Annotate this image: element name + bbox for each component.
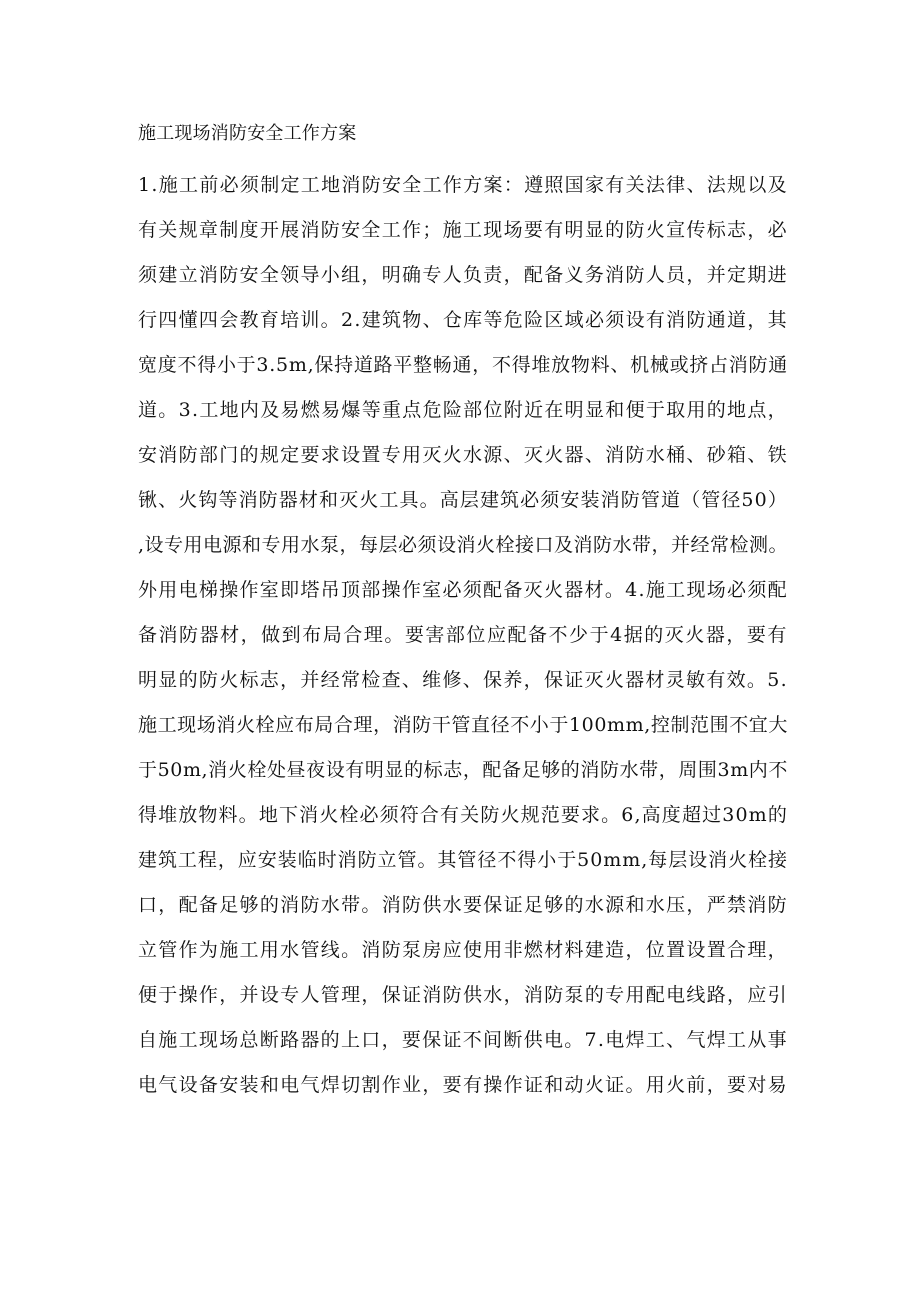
body-line: 建筑工程，应安装临时消防立管。其管径不得小于50mm,每层设消火栓接 <box>138 849 788 871</box>
body-line: 自施工现场总断路器的上口，要保证不间断供电。7.电焊工、气焊工从事 <box>138 1029 788 1051</box>
document-body <box>138 168 788 1113</box>
body-line: 于50m,消火栓处昼夜设有明显的标志，配备足够的消防水带，周围3m内不 <box>138 759 788 781</box>
body-line: ,设专用电源和专用水泵，每层必须设消火栓接口及消防水带，并经常检测。 <box>138 534 788 556</box>
document-title: 施工现场消防安全工作方案 <box>138 123 357 144</box>
body-line: 锹、火钩等消防器材和灭火工具。高层建筑必须安装消防管道（管径50） <box>138 489 788 511</box>
body-line: 明显的防火标志，并经常检查、维修、保养，保证灭火器材灵敏有效。5. <box>138 669 788 691</box>
body-line: 宽度不得小于3.5m,保持道路平整畅通，不得堆放物料、机械或挤占消防通 <box>138 354 788 376</box>
body-line: 立管作为施工用水管线。消防泵房应使用非燃材料建造，位置设置合理， <box>138 939 788 961</box>
body-line: 外用电梯操作室即塔吊顶部操作室必须配备灭火器材。4.施工现场必须配 <box>138 579 788 601</box>
body-line: 须建立消防安全领导小组，明确专人负责，配备义务消防人员，并定期进 <box>138 264 788 286</box>
body-line: 口，配备足够的消防水带。消防供水要保证足够的水源和水压，严禁消防 <box>138 894 788 916</box>
body-line: 行四懂四会教育培训。2.建筑物、仓库等危险区域必须设有消防通道，其 <box>138 309 788 331</box>
body-line: 便于操作，并设专人管理，保证消防供水，消防泵的专用配电线路，应引 <box>138 984 788 1006</box>
body-line: 施工现场消火栓应布局合理，消防干管直径不小于100mm,控制范围不宜大 <box>138 714 788 736</box>
body-line: 备消防器材，做到布局合理。要害部位应配备不少于4据的灭火器，要有 <box>138 624 788 646</box>
body-line: 电气设备安装和电气焊切割作业，要有操作证和动火证。用火前，要对易 <box>138 1074 788 1096</box>
body-line: 1.施工前必须制定工地消防安全工作方案：遵照国家有关法律、法规以及 <box>138 174 788 196</box>
body-line: 得堆放物料。地下消火栓必须符合有关防火规范要求。6,高度超过30m的 <box>138 804 788 826</box>
body-line: 有关规章制度开展消防安全工作；施工现场要有明显的防火宣传标志，必 <box>138 219 788 241</box>
body-line: 道。3.工地内及易燃易爆等重点危险部位附近在明显和便于取用的地点， <box>138 399 788 421</box>
body-line: 安消防部门的规定要求设置专用灭火水源、灭火器、消防水桶、砂箱、铁 <box>138 444 788 466</box>
